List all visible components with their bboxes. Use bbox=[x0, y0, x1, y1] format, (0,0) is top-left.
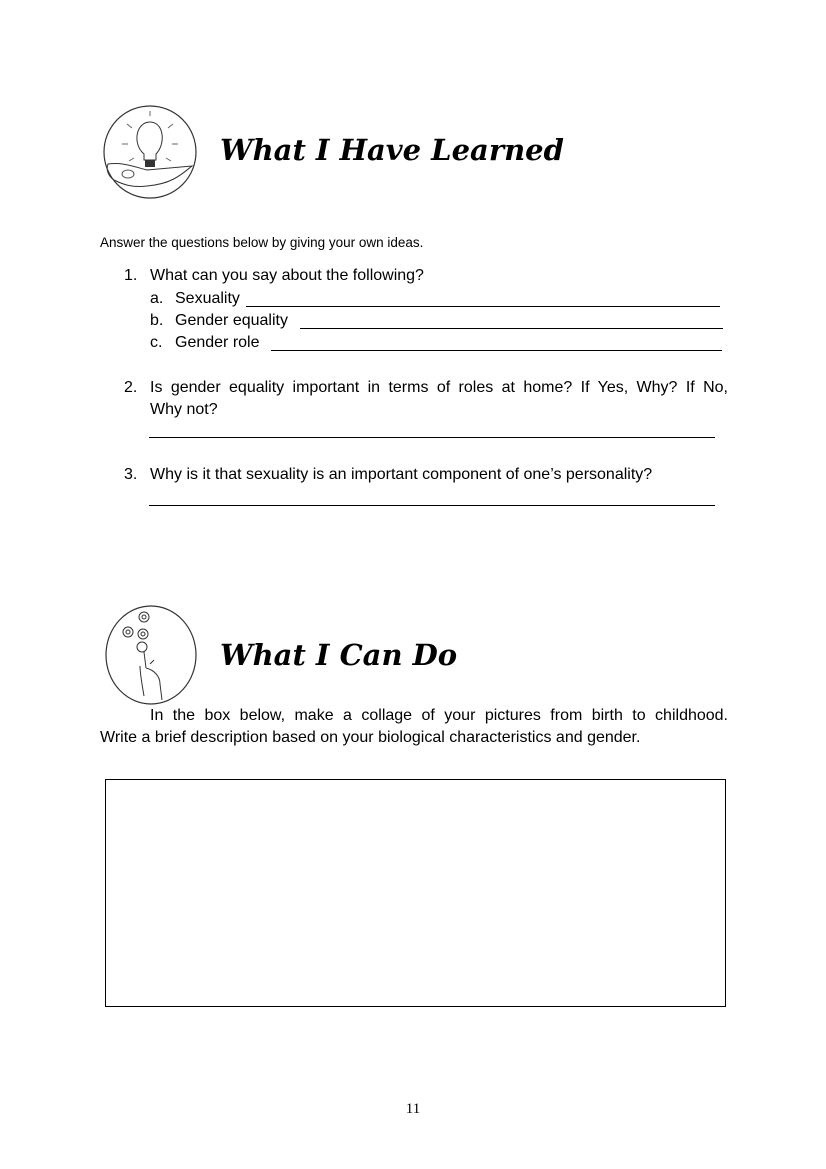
item-label: Sexuality bbox=[175, 290, 240, 307]
lightbulb-hand-icon bbox=[102, 104, 198, 200]
answer-line-gender-role[interactable] bbox=[271, 350, 722, 351]
item-letter: c. bbox=[150, 334, 163, 351]
question-text: Is gender equality important in terms of roles at home? If Yes, Why? If No, bbox=[150, 379, 728, 396]
question-number: 2. bbox=[124, 379, 138, 396]
instruction-paragraph-line: In the box below, make a collage of your pictures from birth to childhood. bbox=[150, 707, 728, 724]
instruction-paragraph-line: Write a brief description based on your biological characteristics and gender. bbox=[100, 729, 641, 746]
question-number: 1. bbox=[124, 267, 138, 284]
question-number: 3. bbox=[124, 466, 138, 483]
answer-line-gender-equality[interactable] bbox=[300, 328, 723, 329]
section-title-what-i-can-do: What I Can Do bbox=[220, 638, 458, 672]
page-number: 11 bbox=[405, 1101, 421, 1117]
answer-line-q2[interactable] bbox=[149, 437, 715, 438]
collage-box[interactable] bbox=[105, 779, 726, 1007]
question-text: Why not? bbox=[150, 401, 218, 418]
item-label: Gender role bbox=[175, 334, 260, 351]
item-letter: a. bbox=[150, 290, 164, 307]
item-letter: b. bbox=[150, 312, 164, 329]
hand-gears-icon bbox=[104, 604, 198, 706]
answer-line-sexuality[interactable] bbox=[246, 306, 720, 307]
question-text: Why is it that sexuality is an important component of one’s personality? bbox=[150, 466, 653, 483]
answer-line-q3[interactable] bbox=[149, 505, 715, 506]
question-text: What can you say about the following? bbox=[150, 267, 424, 284]
instruction-text: Answer the questions below by giving your own ideas. bbox=[100, 235, 424, 250]
section-title-what-i-have-learned: What I Have Learned bbox=[220, 133, 564, 167]
item-label: Gender equality bbox=[175, 312, 288, 329]
